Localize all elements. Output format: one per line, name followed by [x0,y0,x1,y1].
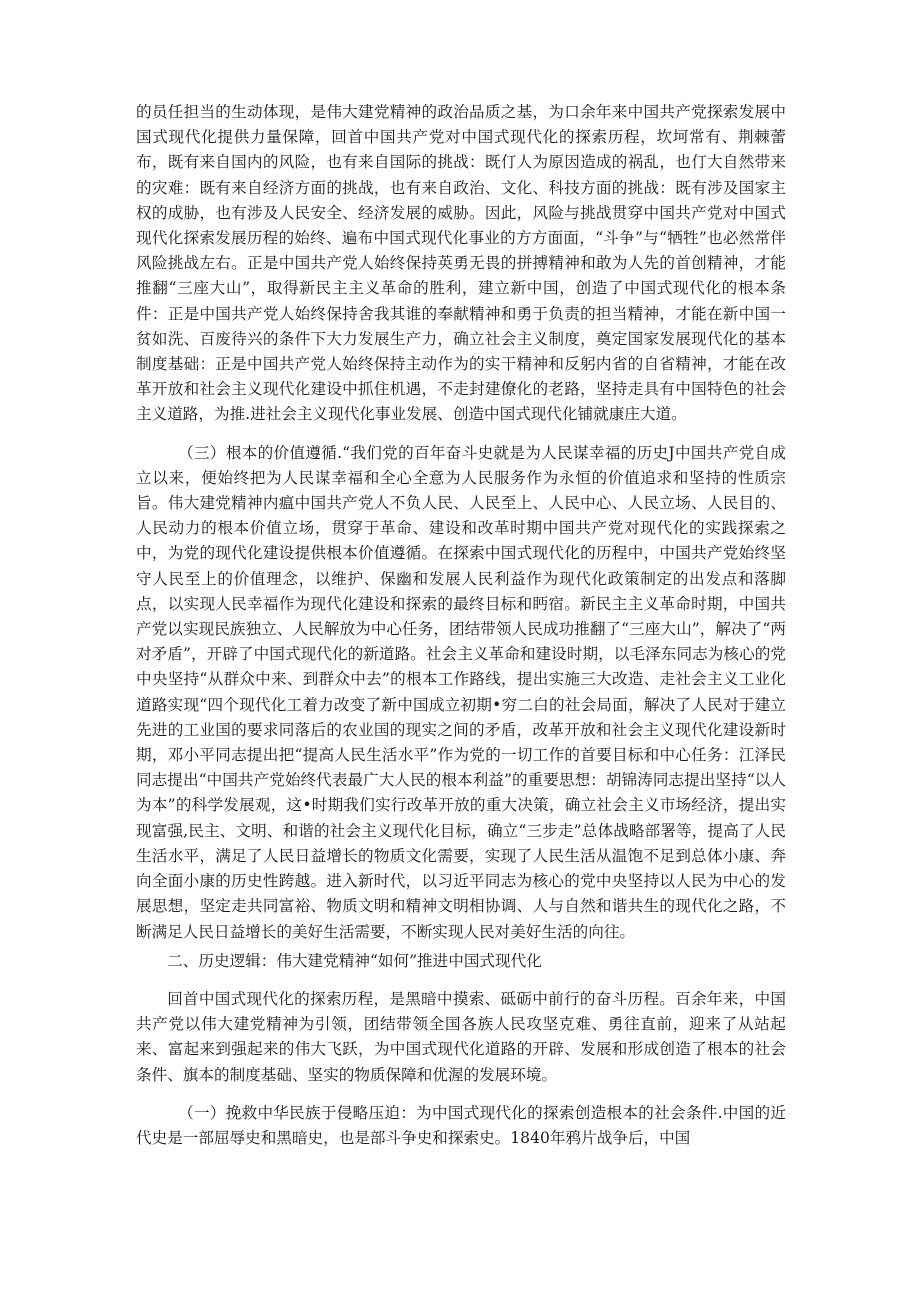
section-heading: 二、历史逻辑：伟大建党精神“如何”推进中国式现代化 [167,951,542,970]
paragraph-3: 回首中国式现代化的探索历程，是黑暗中摸索、砥砺中前行的奋斗历程。百余年来，中国共产党以伟大建党精神为引领，团结带领全国各族人民攻坚克难、勇往直前，迎来了从站起来、富起来到强起来的伟大飞跃，为中国式现代化道路的开辟、发展和形成创造了根本的社会条件、旗本的制度基础、坚实的物质保障和优渥的发展环境。 [136,989,786,1084]
paragraph-4: （一）挽救中华民族于侵略压迫：为中国式现代化的探索创造根本的社会条件.中国的近代史是一部屈辱史和黑暗史，也是部斗争史和探索史。1840年鸦片战争后，中国 [136,1103,786,1147]
paragraph-1: 的员任担当的生动体现，是伟大建党精神的政治品质之基，为口余年来中国共产党探索发展中国式现代化提供力量保障，回首中国共产党对中国式现代化的探索历程，坎坷常有、荆棘蕾布，既有来自国内的风险，也有来自国际的挑战：既仃人为原因造成的祸乱，也仃大自然带来的灾难：既有来自经济方面的挑战，也有来自政治、文化、科技方面的挑战：既有涉及国家主权的成胁，也有涉及人民安全、经济发展的威胁。因此，风险与挑战贯穿中国共产党对中国式现代化探索发展历程的始终、遍布中国式现代化事业的方方面面，“斗争”与“牺牲”也必然常伴风险挑战左右。正是中国共产党人始终保持英勇无畏的拼搏精神和敢为人先的首创精神，才能推翻“三座大山”，取得新民主主义革命的胜利，建立新中国，创造了中国式现代化的根本条件：正是中国共产党人始终保持舍我其谁的奉献精神和勇于负责的担当精神，才能在新中国一贫如洗、百废待兴的条件下大力发展生产力，确立社会主义制度，奠定国家发展现代化的基本制度基础：正是中国共产党人始终保持主动作为的实干精神和反躬内省的自省精神，才能在改革开放和社会主义现代化建设中抓住机遇，不走封建僚化的老路，坚持走具有中国特色的社会主义道路，为推.进社会主义现代化事业发展、创造中国式现代化铺就康庄大道。 [136,103,786,424]
document-page [136,100,786,1151]
paragraph-2: （三）根本的价值遵循.“我们党的百年奋斗史就是为人民谋幸福的历史J中国共产党自成立以来，便始终把为人民谋幸福和全心全意为人民服务作为永恒的价值追求和坚持的性质宗旨。伟大建党精神内瘟中国共产党人不负人民、人民至上、人民中心、人民立场、人民目的、人民动力的根本价值立场，贯穿于革命、建设和改革时期中国共产党对现代化的实践探索之中，为党的现代化建设提供根本价值遵循。在探索中国式现代化的历程中，中国共产党始终坚守人民至上的价值理念，以维护、保幽和发展人民利益作为现代化政策制定的出发点和落脚点，以实现人民幸福作为现代化建设和探索的最终目标和眄宿。新民主主义革命时期，中国共产党以实现民族独立、人民解放为中心任务，团结带领人民成功推翻了“三座大山”，解决了“两对矛盾”，开辟了中国式现代化的新道路。社会主义革命和建设时期，以毛泽东同志为核心的党中央坚持“从群众中来、到群众中去”的根本工作路线，提出实施三大改造、走社会主义工业化道路实现“四个现代化工着力改变了新中国成立初期•穷二白的社会局面，解决了人民对于建立先进的工业国的要求同落后的农业国的现实之间的矛盾，改革开放和社会主义现代化建设新时期，邓小平同志提出把“提高人民生活水平”作为党的一切工作的首要目标和中心任务：江泽民同志提出“中国共产党始终代表最广大人民的根本利益”的重要思想：胡锦涛同志提出坚持“以人为本”的科学发展观，这•时期我们实行改革开放的重大决策，确立社会主义市场经济，提出实现富强,民主、文明、和谐的社会主义现代化目标，确立“三步走”总体战略部署等，提高了人民生活水平，满足了人民日益增长的物质文化需要，实现了人民生活从温饱不足到总体小康、奔向全面小康的历史性跨越。进入新时代，以习近平同志为核心的党中央坚持以人民为中心的发展思想，坚定走共同富裕、物质文明和精神文明相协调、人与自然和谐共生的现代化之路，不断满足人民日益增长的美好生活需要，不断实现人民对美好生活的向往。 [136,443,786,941]
